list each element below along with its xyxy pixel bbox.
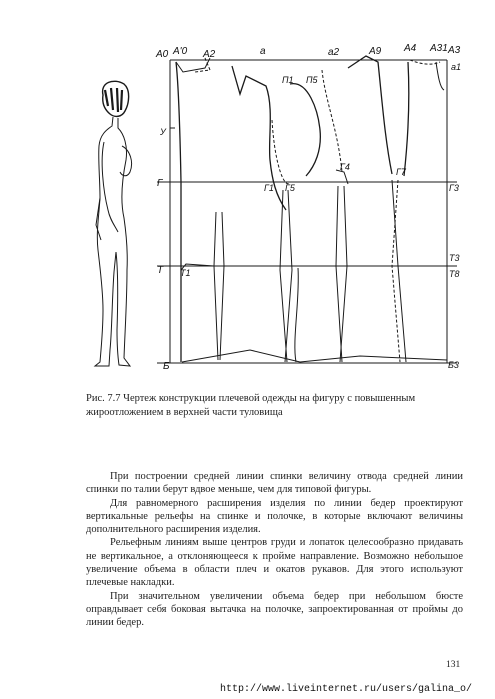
label-a1: a1 <box>451 62 462 72</box>
label-t: Т <box>157 265 164 276</box>
label-g3: Г3 <box>449 183 459 193</box>
label-g5: Г5 <box>285 183 295 193</box>
construction-grid <box>157 60 457 363</box>
label-a: a <box>260 46 266 57</box>
label-a31: A31 <box>430 43 448 54</box>
label-t8: Т8 <box>449 269 460 279</box>
label-b3: Б3 <box>448 360 459 370</box>
back-piece <box>176 58 290 362</box>
label-p5: П5 <box>306 75 318 85</box>
label-a3: A3 <box>448 45 461 56</box>
label-a2: A2 <box>203 49 216 60</box>
body-text <box>86 470 463 630</box>
paragraph-4: При значительном увеличении объема бедер при небольшом бюсте оправдывает себя боковая вытачка на полочке, запроектированная от проймы до линии бедер. <box>86 590 463 629</box>
label-a9: A9 <box>369 46 382 57</box>
label-a4: A4 <box>404 43 417 54</box>
label-p1: П1 <box>282 75 294 85</box>
label-a2-small: a2 <box>328 47 340 58</box>
label-g: Г <box>157 178 163 189</box>
label-t3: Т3 <box>449 253 460 263</box>
label-u: У <box>160 127 166 137</box>
label-a0: A0 <box>156 49 169 60</box>
paragraph-1: При построении средней линии спинки величину отвода средней линии спинки по талии берут вдвое меньше, чем для типовой фигуры. <box>86 471 463 496</box>
figure-caption: Рис. 7.7 Чертеж конструкции плечевой одежды на фигуру с повышенным жироотложением в верхней части туловища <box>86 393 416 418</box>
relief-lines <box>181 180 447 362</box>
body-silhouette <box>95 81 132 366</box>
label-g7: Г7 <box>396 167 406 177</box>
page-number: 131 <box>446 660 461 670</box>
label-t1: Т1 <box>180 268 191 278</box>
label-g1: Г1 <box>264 183 274 193</box>
label-b: Б <box>163 361 170 372</box>
label-g4: Г4 <box>340 162 350 172</box>
paragraph-2: Для равномерного расширения изделия по линии бедер проектируют вертикальные рельефы на спинке и полочке, в которые включают величины дополнительного расширения изделия. <box>86 497 463 536</box>
label-a0-prime: A'0 <box>173 46 188 57</box>
source-url[interactable]: http://www.liveinternet.ru/users/galina_o/ <box>220 684 473 695</box>
paragraph-3: Рельефным линиям выше центров груди и лопаток целесообразно придавать не вертикальное, а отклоняющееся к пройме направление. Возможно небольшое увеличение объема в области плеч и окатов рукавов. Для этого используют плечевые накладки. <box>86 537 463 589</box>
